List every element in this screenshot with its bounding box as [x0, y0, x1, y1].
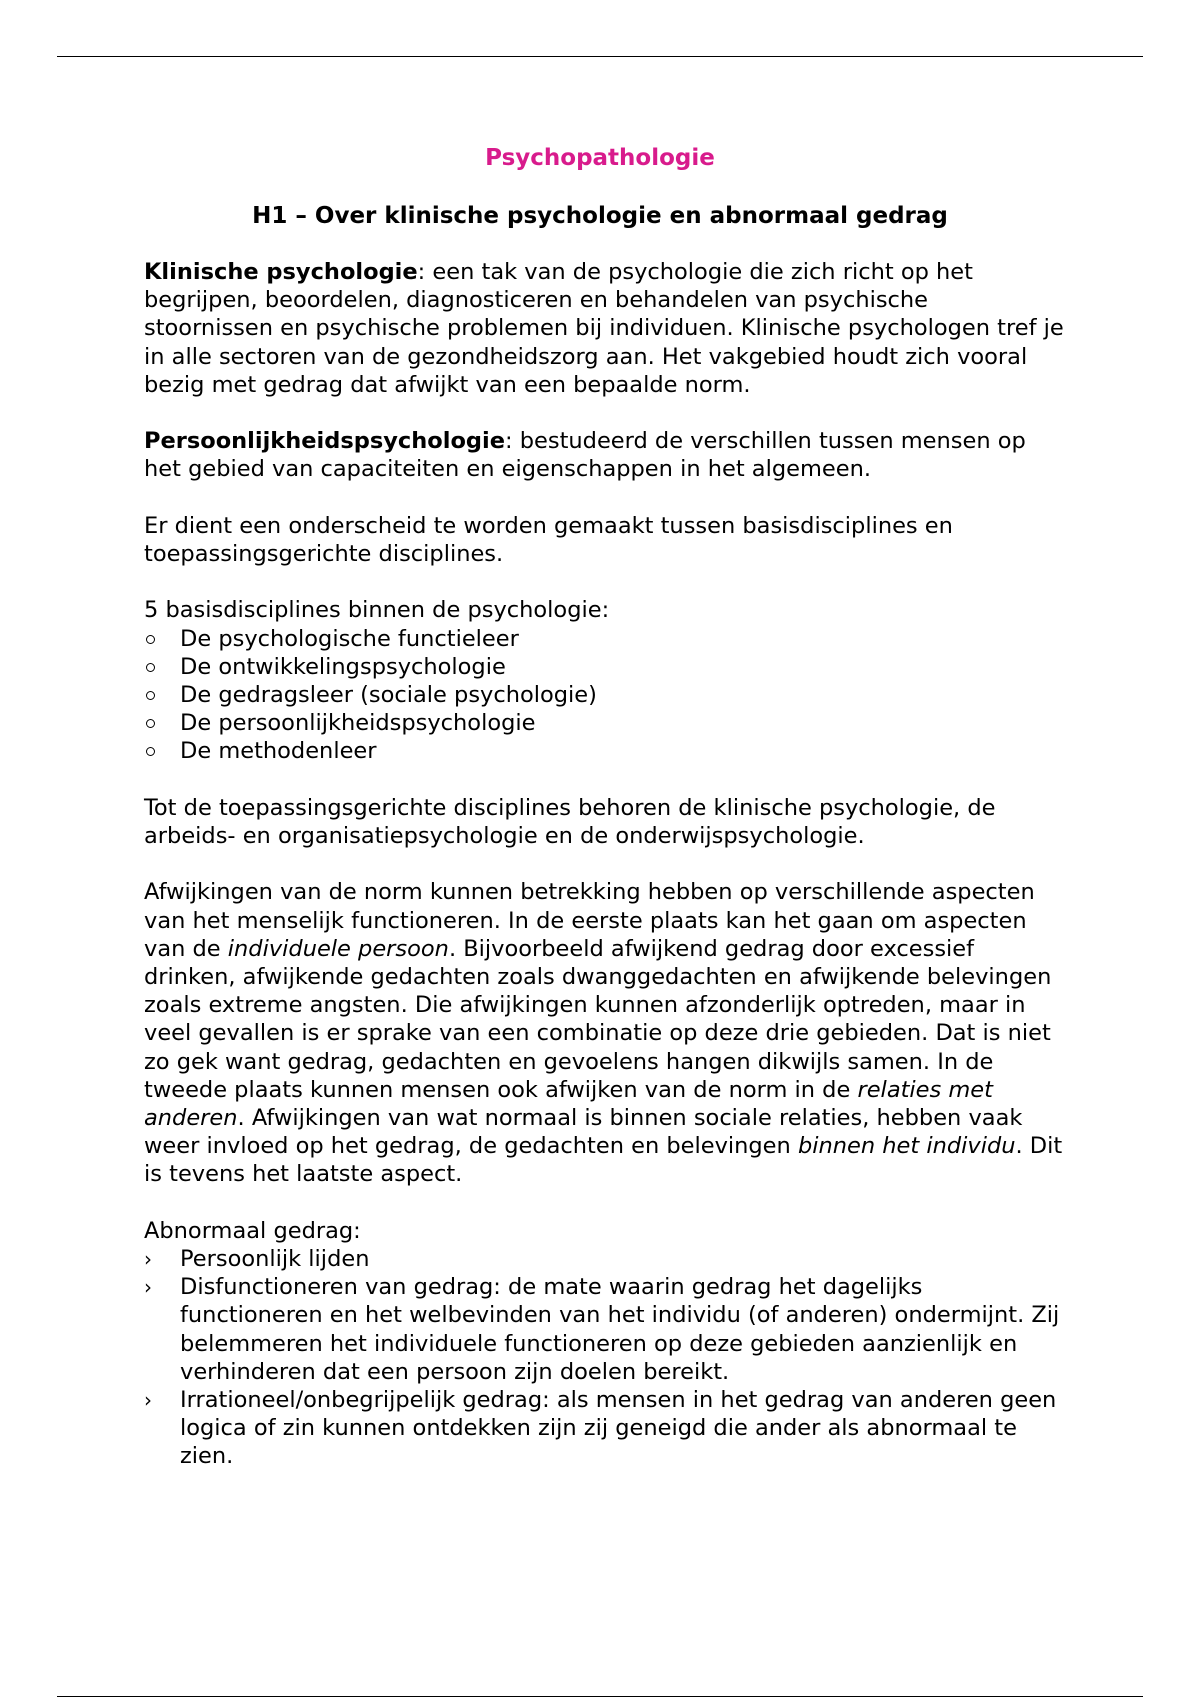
- list-item: De persoonlijkheidspsychologie: [144, 709, 1064, 737]
- paragraph-afwijkingen: Afwijkingen van de norm kunnen betrekking hebben op verschillende aspecten van het menselijk functioneren. In de eerste plaats kan het gaan om aspecten van de individuele persoon. Bijvoorbeeld afwijkend gedrag door excessief drinken, afwijkende gedachten zoals dwanggedachten en afwijkende belevingen zoals extreme angsten. Die afwijkingen kunnen afzonderlijk optreden, maar in veel gevallen is er sprake van een combinatie op deze drie gebieden. Dat is niet zo gek want gedrag, gedachten en gevoelens hangen dikwijls samen. In de tweede plaats kunnen mensen ook afwijken van de norm in de relaties met anderen. Afwijkingen van wat normaal is binnen sociale relaties, hebben vaak weer invloed op het gedrag, de gedachten en belevingen binnen het individu. Dit is tevens het laatste aspect.: [144, 879, 1063, 1188]
- term-klinische-psychologie: Klinische psychologie: [144, 259, 418, 285]
- circle-bullet-icon: [146, 719, 155, 728]
- emphasis-relaties: relaties met anderen: [144, 1076, 993, 1132]
- chapter-heading: H1 – Over klinische psychologie en abnormaal gedrag: [252, 203, 948, 229]
- term-persoonlijkheidspsychologie: Persoonlijkheidspsychologie: [144, 428, 505, 455]
- emphasis-binnen-individu: binnen het individu: [797, 1133, 1016, 1160]
- list-item: De psychologische functieleer: [144, 625, 1064, 653]
- footer-rule: [57, 1696, 1143, 1697]
- chevron-bullet-icon: ›: [144, 1275, 152, 1300]
- list-item: › Persoonlijk lijden: [144, 1246, 370, 1273]
- chevron-bullet-icon: ›: [144, 1388, 152, 1413]
- definition-persoonlijkheidspsychologie: : bestudeerd de verschillen tussen mensen op het gebied van capaciteiten en eigenschappen in het algemeen.: [144, 428, 1026, 483]
- header-rule: [57, 56, 1143, 57]
- paragraph-onderscheid: Er dient een onderscheid te worden gemaakt tussen basisdisciplines en toepassingsgerichte disciplines.: [144, 512, 953, 567]
- circle-bullet-icon: [146, 663, 155, 672]
- circle-bullet-icon: [146, 691, 155, 700]
- paragraph-klinische-psychologie: [144, 258, 1064, 399]
- document-body: [144, 258, 1064, 1499]
- abnormaal-gedrag-list: [144, 1245, 1064, 1471]
- chevron-bullet-icon: ›: [144, 1247, 152, 1272]
- list-item: De ontwikkelingspsychologie: [144, 653, 1064, 681]
- paragraph-toepassingsgerichte-disciplines: Tot de toepassingsgerichte disciplines behoren de klinische psychologie, de arbeids- en organisatiepsychologie en de onderwijspsychologie.: [144, 794, 996, 849]
- basisdisciplines-list: [144, 625, 1064, 766]
- paragraph-persoonlijkheidspsychologie: [144, 427, 1064, 483]
- list-item: De methodenleer: [144, 737, 1064, 765]
- abnormaal-gedrag-intro: Abnormaal gedrag:: [144, 1217, 361, 1244]
- list-item: De gedragsleer (sociale psychologie): [144, 681, 1064, 709]
- circle-bullet-icon: [146, 747, 155, 756]
- list-item: › Irrationeel/onbegrijpelijk gedrag: als mensen in het gedrag van anderen geen logica of zin kunnen ontdekken zijn zij geneigd die ander als abnormaal te zien.: [144, 1387, 1057, 1470]
- list-item: › Disfunctioneren van gedrag: de mate waarin gedrag het dagelijks functioneren en het welbevinden van het individu (of anderen) ondermijnt. Zij belemmeren het individuele functioneren op deze gebieden aanzienlijk en verhinderen dat een persoon zijn doelen bereikt.: [144, 1274, 1060, 1385]
- definition-klinische-psychologie: : een tak van de psychologie die zich richt op het begrijpen, beoordelen, diagnosticeren en behandelen van psychische stoornissen en psychische problemen bij individuen. Klinische psychologen tref je in alle sectoren van de gezondheidszorg aan. Het vakgebied houdt zich vooral bezig met gedrag dat afwijkt van een bepaalde norm.: [144, 259, 1064, 398]
- basisdisciplines-intro: 5 basisdisciplines binnen de psychologie:: [144, 597, 610, 624]
- emphasis-individuele-persoon: individuele persoon: [227, 935, 449, 962]
- circle-bullet-icon: [146, 635, 155, 644]
- document-title: Psychopathologie: [485, 145, 715, 171]
